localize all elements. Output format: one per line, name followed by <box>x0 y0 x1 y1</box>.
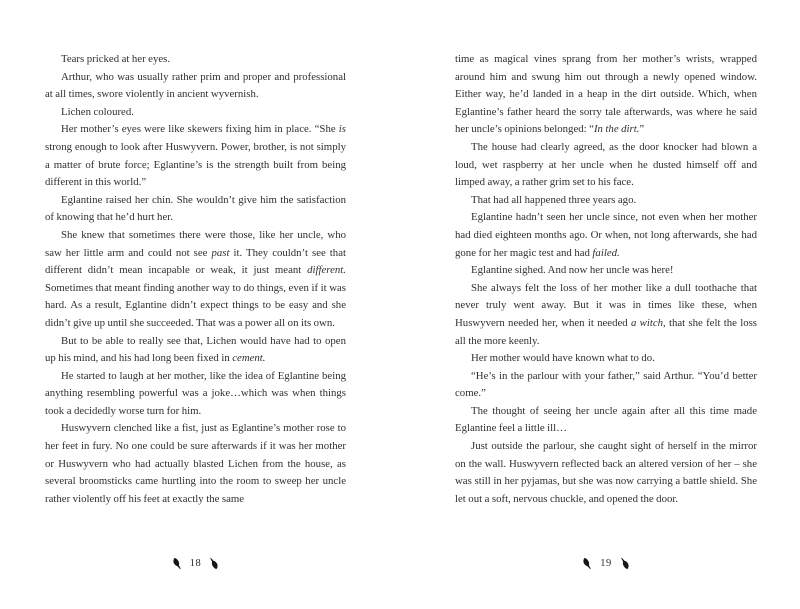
text-run: The house had clearly agreed, as the door knocker had blown a loud, wet raspberry at her uncle when he dusted himself off and limped away, a rather grim set to his face. <box>455 140 757 189</box>
text-run: Huswyvern clenched like a fist, just as Eglantine’s mother rose to her feet in fury. No one could be sure afterwards if it was her mother or Huswyvern who had actually blasted Lichen from the house, as several broomsticks came hurtling into the room to sweep her uncle rather violently off his feet at exactly the same <box>45 422 346 505</box>
text-run: it. They couldn’t see that different didn’t mean incapable or weak, it just meant <box>45 246 346 277</box>
paragraph <box>455 139 757 192</box>
text-run: Lichen coloured. <box>61 105 134 118</box>
text-run: Just outside the parlour, she caught sight of herself in the mirror on the wall. Huswyvern reflected back an altered version of her – she was still in her pyjamas, but she was now carrying a battle shield. She let out a soft, nervous chuckle, and opened the door. <box>455 440 757 505</box>
italic-text-run: failed. <box>592 246 620 259</box>
paragraph <box>45 121 346 191</box>
text-run: She always felt the loss of her mother like a dull toothache that never truly went away. But it was in times like these, when Huswyvern needed her, when it needed <box>455 281 757 329</box>
paragraph <box>455 438 757 508</box>
text-run: Eglantine sighed. And now her uncle was here! <box>471 264 674 277</box>
italic-text-run: cement. <box>232 352 266 365</box>
text-run: ” <box>639 123 645 136</box>
paragraph <box>45 333 346 368</box>
italic-text-run: different. <box>307 264 346 277</box>
paragraph <box>455 51 757 139</box>
paragraph <box>45 192 346 227</box>
text-run: , that she felt the loss all the more keenly. <box>455 316 757 347</box>
italic-text-run: In the dirt. <box>593 123 640 136</box>
quill-feather-icon <box>172 557 182 570</box>
paragraph <box>45 104 346 122</box>
italic-text-run: a witch <box>630 316 664 329</box>
left-page-text <box>45 51 346 508</box>
text-run: Eglantine hadn’t seen her uncle since, not even when her mother had died eighteen months ago. Or when, not long afterwards, she had gone for her magic test and had <box>455 211 757 259</box>
paragraph <box>455 368 757 403</box>
italic-text-run: past <box>211 246 230 259</box>
text-run: “He’s in the parlour with your father,” said Arthur. “You’d better come.” <box>455 369 757 400</box>
paragraph <box>455 192 757 210</box>
paragraph <box>455 350 757 368</box>
quill-feather-icon <box>620 557 630 570</box>
right-page-number: 19 <box>600 558 612 569</box>
text-run: time as magical vines sprang from her mother’s wrists, wrapped around him and swung him out through a newly opened window. Either way, he’d landed in a heap in the dirt outside. Which, when Eglantine’s father heard the sorry tale afterwards, was where he said her uncle’s opinions belonged: “ <box>455 53 757 136</box>
text-run: That had all happened three years ago. <box>471 193 637 206</box>
text-run: Her mother’s eyes were like skewers fixing him in place. “She <box>61 123 339 136</box>
quill-feather-icon <box>582 557 592 570</box>
text-run: Tears pricked at her eyes. <box>61 53 171 65</box>
left-page-number: 18 <box>189 558 202 569</box>
right-page-footer <box>455 557 757 570</box>
quill-feather-icon <box>209 557 219 570</box>
text-run: Arthur, who was usually rather prim and proper and professional at all times, swore violently in ancient wyvernish. <box>45 70 346 101</box>
text-run: Sometimes that meant finding another way to do things, even if it was hard. As a result, Eglantine didn’t expect things to be easy and she didn’t give up until she succeeded. That was a power all on its own. <box>45 281 346 329</box>
left-page-footer <box>45 557 346 570</box>
text-run: But to be able to really see that, Lichen would have had to open up his mind, and his had long been fixed in <box>45 334 346 365</box>
paragraph <box>45 368 346 421</box>
paragraph <box>45 69 346 104</box>
text-run: Eglantine raised her chin. She wouldn’t give him the satisfaction of knowing that he’d hurt her. <box>45 193 346 224</box>
text-run: The thought of seeing her uncle again after all this time made Eglantine feel a little ill… <box>455 404 757 435</box>
paragraph <box>45 51 346 69</box>
italic-text-run: is <box>338 123 346 136</box>
left-page <box>45 51 346 609</box>
paragraph <box>45 420 346 508</box>
text-run: Her mother would have known what to do. <box>471 352 655 365</box>
text-run: She knew that sometimes there were those, like her uncle, who saw her little arm and could not see <box>45 228 346 259</box>
right-page-text <box>455 51 757 508</box>
paragraph <box>455 262 757 280</box>
paragraph <box>455 209 757 262</box>
text-run: strong enough to look after Huswyvern. Power, brother, is not simply a matter of brute force; Eglantine’s is the strength built from being different in this world.” <box>45 140 346 189</box>
text-run: He started to laugh at her mother, like the idea of Eglantine being anything resembling powerful was a joke…which was when things took a decidedly worse turn for him. <box>45 369 346 417</box>
paragraph <box>45 227 346 333</box>
paragraph <box>455 280 757 350</box>
paragraph <box>455 403 757 438</box>
right-page <box>455 51 757 609</box>
